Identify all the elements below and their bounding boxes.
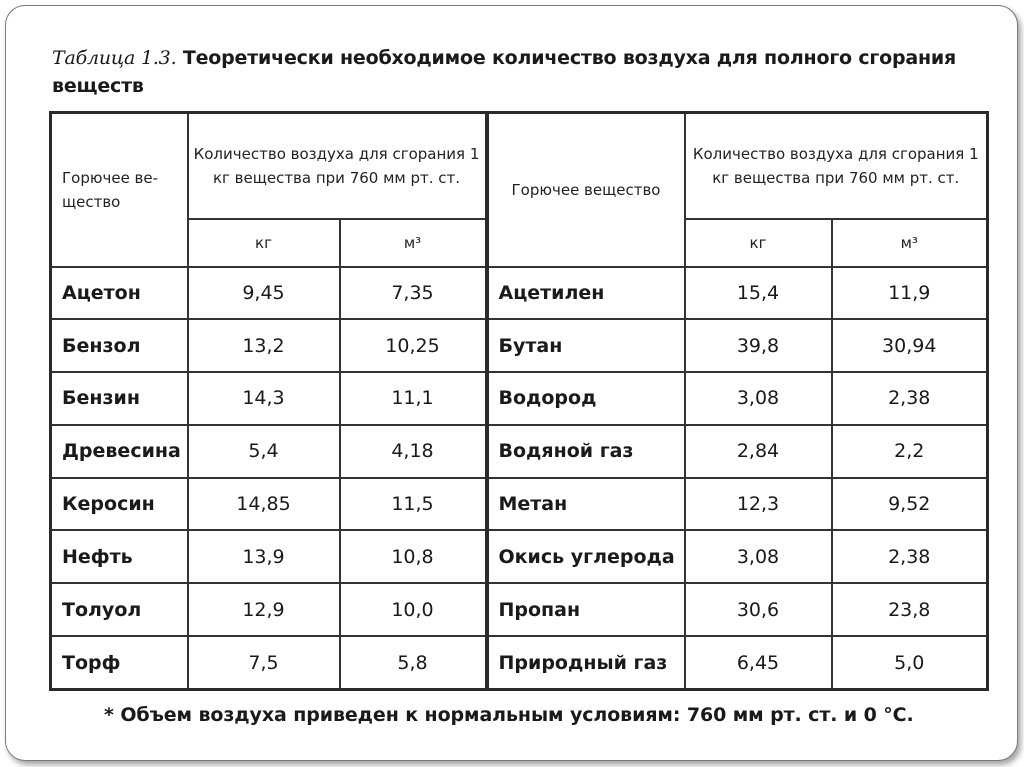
value-m3-left: 10,8 <box>340 530 487 583</box>
value-m3-right: 23,8 <box>832 583 988 636</box>
value-m3-left: 11,1 <box>340 372 487 425</box>
value-kg-right: 6,45 <box>685 636 832 689</box>
value-m3-left: 10,25 <box>340 319 487 372</box>
value-kg-left: 14,85 <box>188 478 340 531</box>
value-m3-left: 11,5 <box>340 478 487 531</box>
substance-name-left: Торф <box>51 636 188 689</box>
substance-name-right: Природный газ <box>487 636 685 689</box>
value-kg-right: 30,6 <box>685 583 832 636</box>
value-kg-right: 39,8 <box>685 319 832 372</box>
table-title: Теоретически необходимое количество воздуха для полного сгорания веществ <box>52 47 957 97</box>
substance-name-right: Окись углерода <box>487 530 685 583</box>
table-row <box>51 530 988 583</box>
air-requirement-table <box>49 111 989 691</box>
table-number: Таблица 1.3. <box>52 47 177 69</box>
header-substance-left: Горючее ве- щество <box>51 113 188 267</box>
substance-name-right: Бутан <box>487 319 685 372</box>
table-row <box>51 583 988 636</box>
header-unit-m3-right: м³ <box>832 219 988 267</box>
value-m3-left: 10,0 <box>340 583 487 636</box>
substance-name-right: Водяной газ <box>487 425 685 478</box>
substance-name-left: Бензин <box>51 372 188 425</box>
value-kg-right: 3,08 <box>685 372 832 425</box>
substance-name-left: Ацетон <box>51 267 188 320</box>
substance-name-left: Древесина <box>51 425 188 478</box>
table-body <box>51 267 988 690</box>
value-kg-left: 13,2 <box>188 319 340 372</box>
value-kg-right: 2,84 <box>685 425 832 478</box>
value-m3-left: 7,35 <box>340 267 487 320</box>
table-row <box>51 319 988 372</box>
substance-name-left: Нефть <box>51 530 188 583</box>
header-unit-m3-left: м³ <box>340 219 487 267</box>
substance-name-right: Ацетилен <box>487 267 685 320</box>
substance-name-right: Водород <box>487 372 685 425</box>
table-row <box>51 425 988 478</box>
substance-name-right: Метан <box>487 478 685 531</box>
value-kg-left: 5,4 <box>188 425 340 478</box>
value-m3-right: 9,52 <box>832 478 988 531</box>
value-m3-left: 5,8 <box>340 636 487 689</box>
table-caption <box>52 44 972 100</box>
value-m3-right: 11,9 <box>832 267 988 320</box>
value-kg-left: 12,9 <box>188 583 340 636</box>
value-m3-right: 2,38 <box>832 530 988 583</box>
header-unit-kg-left: кг <box>188 219 340 267</box>
value-kg-right: 3,08 <box>685 530 832 583</box>
table-row <box>51 636 988 689</box>
value-kg-right: 15,4 <box>685 267 832 320</box>
value-kg-left: 9,45 <box>188 267 340 320</box>
value-kg-right: 12,3 <box>685 478 832 531</box>
table-row <box>51 478 988 531</box>
substance-name-left: Керосин <box>51 478 188 531</box>
value-m3-right: 30,94 <box>832 319 988 372</box>
header-unit-kg-right: кг <box>685 219 832 267</box>
substance-name-right: Пропан <box>487 583 685 636</box>
table-row <box>51 372 988 425</box>
substance-name-left: Толуол <box>51 583 188 636</box>
value-kg-left: 14,3 <box>188 372 340 425</box>
value-m3-right: 2,2 <box>832 425 988 478</box>
value-kg-left: 7,5 <box>188 636 340 689</box>
header-substance-right: Горючее вещество <box>487 113 685 267</box>
substance-name-left: Бензол <box>51 319 188 372</box>
header-amount-right: Количество воздуха для сгорания 1 кг вещества при 760 мм рт. ст. <box>685 113 988 219</box>
footnote: * Объем воздуха приведен к нормальным условиям: 760 мм рт. ст. и 0 °С. <box>104 704 914 726</box>
header-amount-left: Количество воздуха для сгорания 1 кг вещества при 760 мм рт. ст. <box>188 113 487 219</box>
value-m3-right: 5,0 <box>832 636 988 689</box>
value-kg-left: 13,9 <box>188 530 340 583</box>
table-row <box>51 267 988 320</box>
value-m3-right: 2,38 <box>832 372 988 425</box>
value-m3-left: 4,18 <box>340 425 487 478</box>
